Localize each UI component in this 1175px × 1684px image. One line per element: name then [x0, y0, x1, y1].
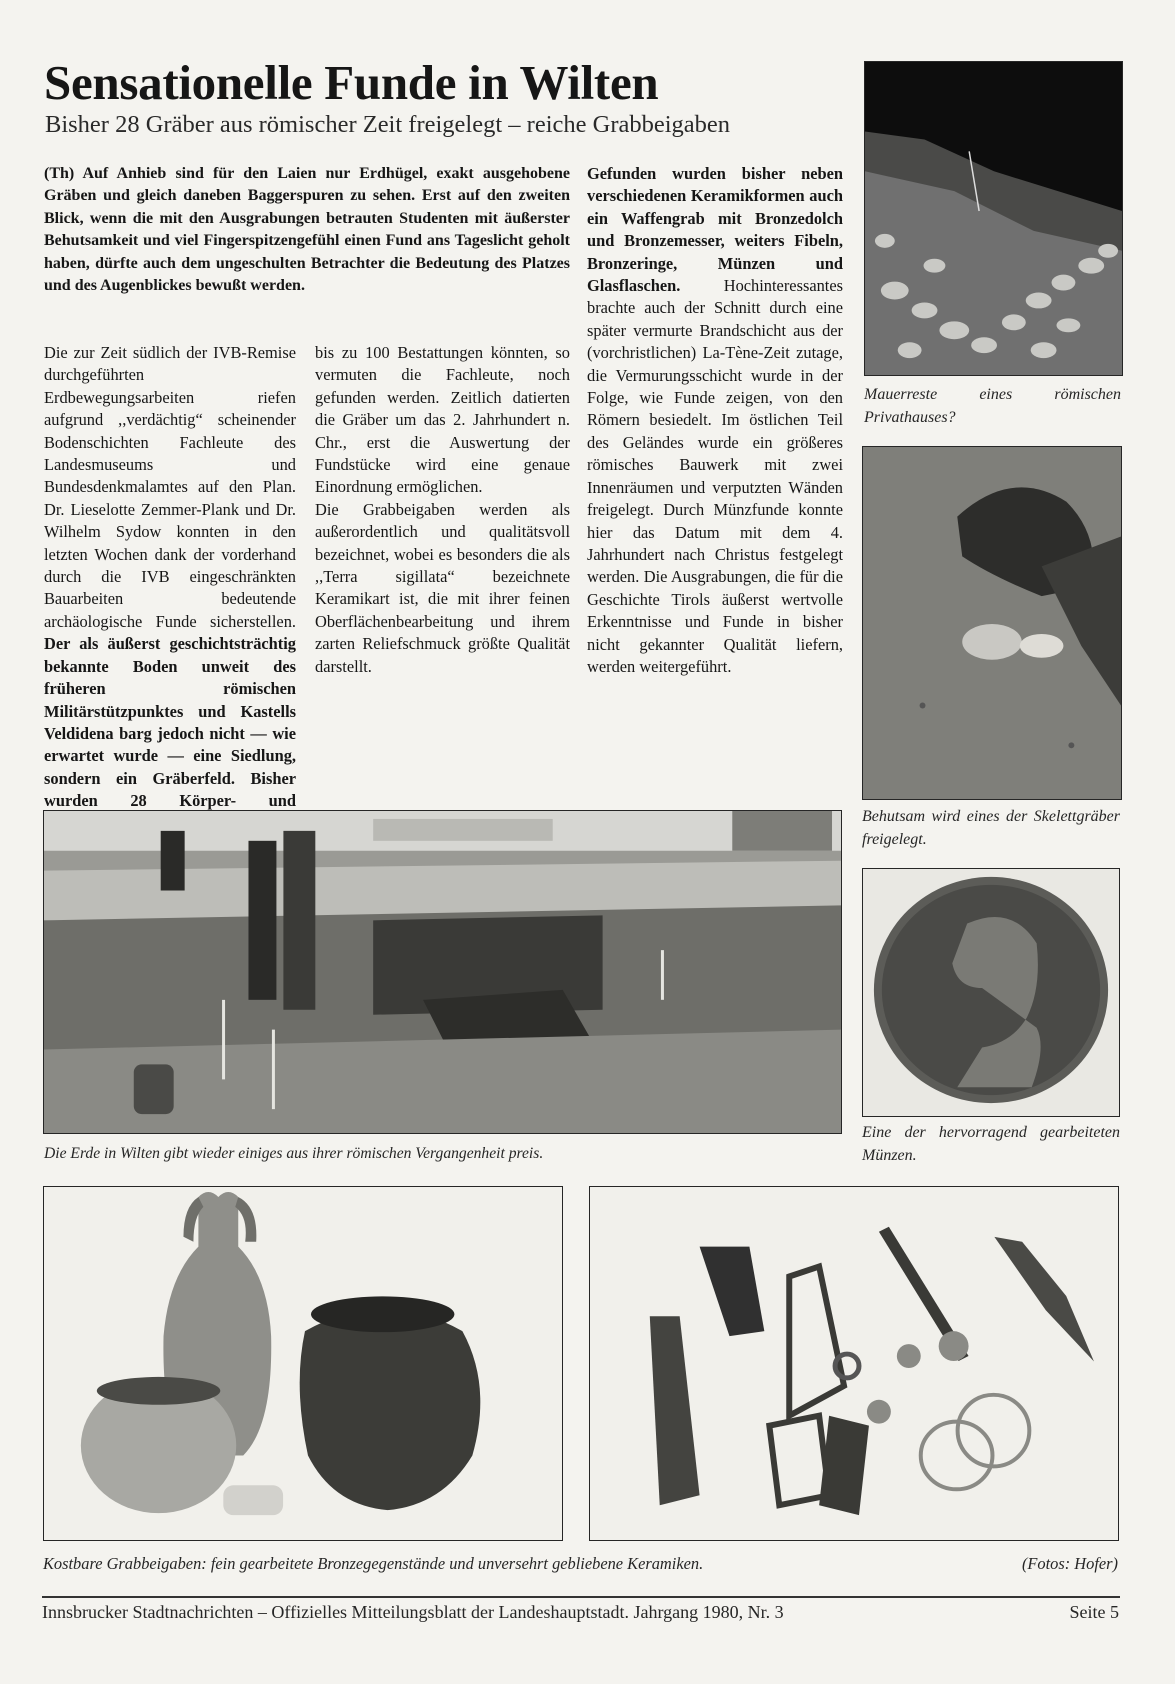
column-2-text-paragraph: Die Grabbeigaben werden als außerordentlich und qualitätsvoll bezeichnet, wobei es besonders die als ,,Terra sigillata“ bezeichnete Keramikart ist, die mit ihrer feinen Oberflächenbearbeitung und ihrem zarten Reliefschmuck größte Qualität darstellt. [315, 499, 570, 676]
photo-wall-remains [864, 61, 1123, 376]
column-1-bold-text: Der als äußerst geschichtsträchtig bekannte Boden unweit des früheren römischen Militärstützpunktes und Kastells Veldidena barg jedoch nicht — wie erwartet wurde — eine Siedlung, sondern ein Gräberfeld. Bisher wurden 28 Körper- und [44, 634, 296, 811]
footer-publication: Innsbrucker Stadtnachrichten – Offizielles Mitteilungsblatt der Landeshauptstadt. Jahrgang 1980, Nr. 3 [42, 1602, 784, 1622]
caption-excavation-site: Die Erde in Wilten gibt wieder einiges aus ihrer römischen Vergangenheit preis. [44, 1145, 544, 1162]
photo-ceramics [43, 1186, 563, 1541]
footer-page-number: Seite 5 [1069, 1602, 1119, 1622]
photo-credit: (Fotos: Hofer) [1021, 1554, 1118, 1573]
article-lead: (Th) Auf Anhieb sind für den Laien nur Erdhügel, exakt ausgehobene Gräben und gleich daneben Baggerspuren zu sehen. Erst auf den zweiten Blick, wenn die mit den Ausgrabungen betrauten Studenten mit äußerster Behutsamkeit und viel Fingerspitzengefühl einen Fund ans Tageslicht geholt haben, dürfte auch dem ungeschulten Betrachter die Bedeutung des Platzes und des Augenblickes bewußt werden. [44, 165, 570, 295]
column-3-text: Hochinteressantes brachte auch der Schnitt durch eine später vermurte Brandschicht aus der (vorchristlichen) La-Tène-Zeit zutage, die Vermurungsschicht wurde in der Folge, wie Funde zeigen, von den Römern besiedelt. Im östlichen Teil des Geländes wurde ein größeres römisches Bauwerk mit zwei Innenräumen und verputzten Wänden freigelegt. Durch Münzfunde konnte hier das Datum mit dem 4. Jahrhundert nach Christus festgelegt werden. Die Ausgrabungen, die für die Geschichte Tirols äußerst wertvolle Erkenntnisse und Funde in bisher nicht gekannter Qualität liefern, werden weitergeführt. [587, 276, 843, 676]
caption-wall-remains: Mauerreste eines römischen Privathauses? [864, 386, 1121, 426]
photo-roman-coin [862, 868, 1120, 1117]
text-column-3 [587, 163, 843, 678]
article-title: Sensationelle Funde in Wilten [44, 55, 659, 110]
caption-roman-coin: Eine der hervorragend gearbeiteten Münzen. [862, 1124, 1120, 1164]
caption-skeleton-grave: Behutsam wird eines der Skelettgräber freigelegt. [862, 808, 1120, 848]
caption-grave-goods: Kostbare Grabbeigaben: fein gearbeitete Bronzegegenstände und unversehrt gebliebene Keramiken. [43, 1554, 704, 1573]
text-column-2 [315, 342, 570, 678]
article-subtitle: Bisher 28 Gräber aus römischer Zeit freigelegt – reiche Grabbeigaben [45, 111, 731, 138]
column-3-bold-text: Gefunden wurden bisher neben verschiedenen Keramikformen auch ein Waffengrab mit Bronzedolch und Bronzemesser, weiters Fibeln, Bronzeringe, Münzen und Glasflaschen. [587, 164, 843, 296]
column-1-text: Die zur Zeit südlich der IVB-Remise durchgeführten Erdbewegungsarbeiten riefen aufgrund ,,verdächtig“ scheinender Bodenschichten Fachleute des Landesmuseums und Bundesdenkmalamtes auf den Plan. Dr. Lieselotte Zemmer-Plank und Dr. Wilhelm Sydow konnten in den letzten Wochen dank der vorderhand durch die IVB eingeschränkten Bauarbeiten bedeutende archäologische Funde sicherstellen. [44, 343, 296, 631]
footer-divider [42, 1596, 1120, 1598]
photo-excavation-site [43, 810, 842, 1134]
photo-skeleton-grave [862, 446, 1122, 800]
photo-bronze-objects [589, 1186, 1119, 1541]
column-2-text: bis zu 100 Bestattungen könnten, so vermuten die Fachleute, noch gefunden werden. Zeitlich datierten die Gräber um das 2. Jahrhundert n. Chr., erst die Auswertung der Fundstücke wird eine genaue Einordnung ermöglichen. [315, 343, 570, 497]
